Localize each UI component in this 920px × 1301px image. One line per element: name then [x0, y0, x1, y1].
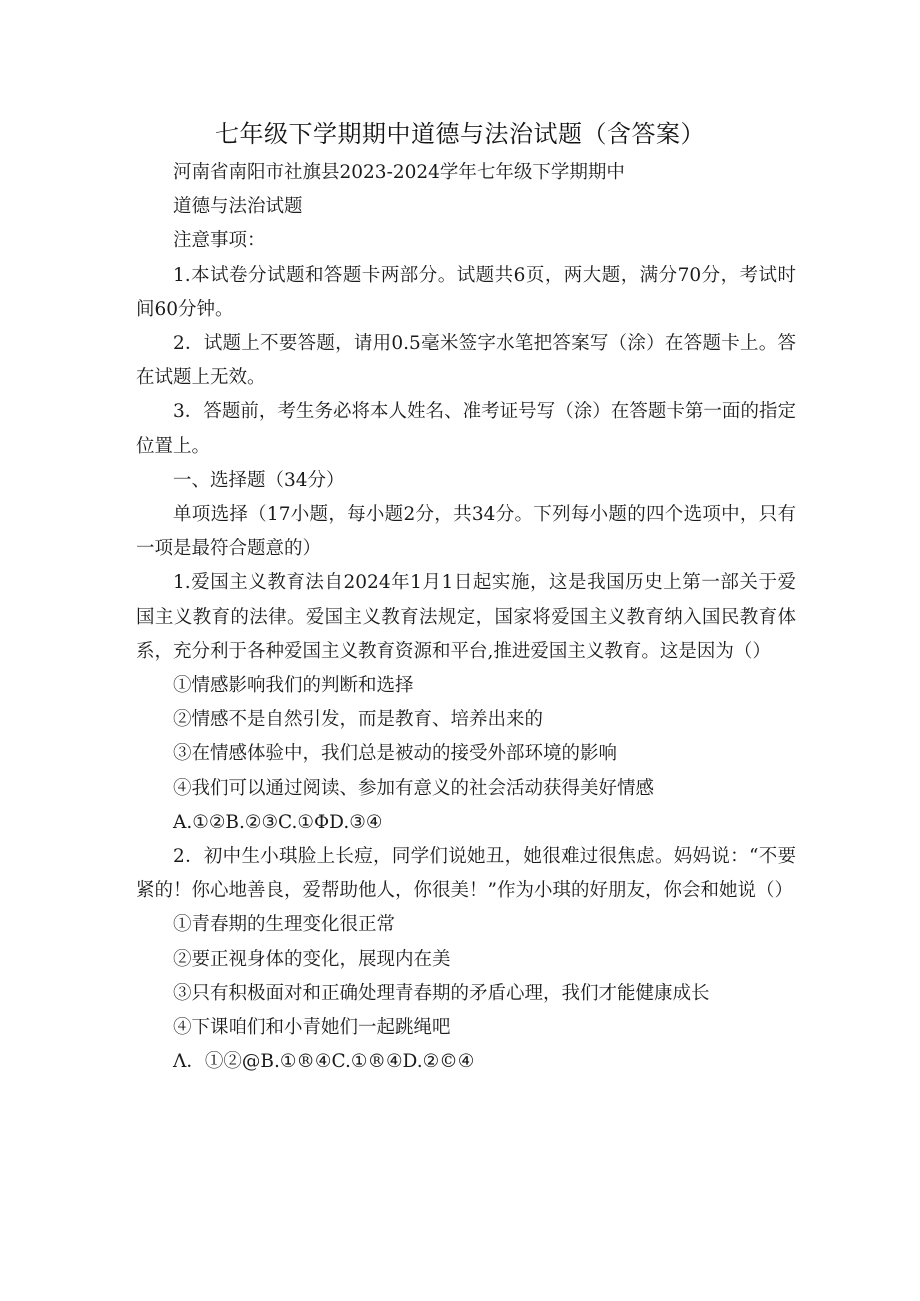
notice-heading: 注意事项： [173, 230, 266, 252]
notice-item-1: 1.本试卷分试题和答题卡两部分。试题共6页，两大题，满分70分，考试时间60分钟。 [136, 264, 796, 320]
question-1-statement-2: ②情感不是自然引发，而是教育、培养出来的 [173, 709, 544, 731]
question-2-stem: 2．初中生小琪脸上长痘，同学们说她丑，她很难过很焦虑。妈妈说：“不要紧的！你心地善良，爱帮助他人，你很美！”作为小琪的好朋友，你会和她说（） [136, 846, 796, 902]
section-instructions: 单项选择（17小题，每小题2分，共34分。下列每小题的四个选项中，只有一项是最符合题意的） [136, 504, 796, 560]
notice-item-2: 2．试题上不要答题，请用0.5毫米签字水笔把答案写（涂）在答题卡上。答在试题上无效。 [136, 333, 796, 389]
question-2-statement-1: ①青春期的生理变化很正常 [173, 914, 396, 936]
question-1-statement-1: ①情感影响我们的判断和选择 [173, 675, 414, 697]
question-2-statement-3: ③只有积极面对和正确处理青春期的矛盾心理，我们才能健康成长 [173, 982, 710, 1004]
section-heading: 一、选择题（34分） [173, 469, 345, 491]
question-1-statement-4: ④我们可以通过阅读、参加有意义的社会活动获得美好情感 [173, 777, 655, 799]
exam-source-line: 河南省南阳市社旗县2023-2024学年七年级下学期期中 [173, 162, 625, 183]
question-1-stem: 1.爱国主义教育法自2024年1月1日起实施，这是我国历史上第一部关于爱国主义教育的法律。爱国主义教育法规定，国家将爱国主义教育纳入国民教育体系，充分利于各种爱国主义教育资源和平台,推进爱国主义教育。这是因为（） [136, 572, 796, 662]
question-2-options: Λ．①②@B.①®④C.①®④D.②©④ [173, 1051, 475, 1073]
exam-subject-line: 道德与法治试题 [173, 196, 303, 218]
question-1-statement-3: ③在情感体验中，我们总是被动的接受外部环境的影响 [173, 743, 618, 765]
question-2-statement-4: ④下课咱们和小青她们一起跳绳吧 [173, 1017, 451, 1039]
document-title: 七年级下学期期中道德与法治试题（含答案） [215, 120, 705, 148]
document-body [136, 156, 796, 1079]
notice-item-3: 3．答题前，考生务必将本人姓名、准考证号写（涂）在答题卡第一面的指定位置上。 [136, 401, 796, 457]
question-2-statement-2: ②要正视身体的变化，展现内在美 [173, 948, 451, 970]
question-1-options: A.①②B.②③C.①ΦD.③④ [173, 811, 383, 833]
